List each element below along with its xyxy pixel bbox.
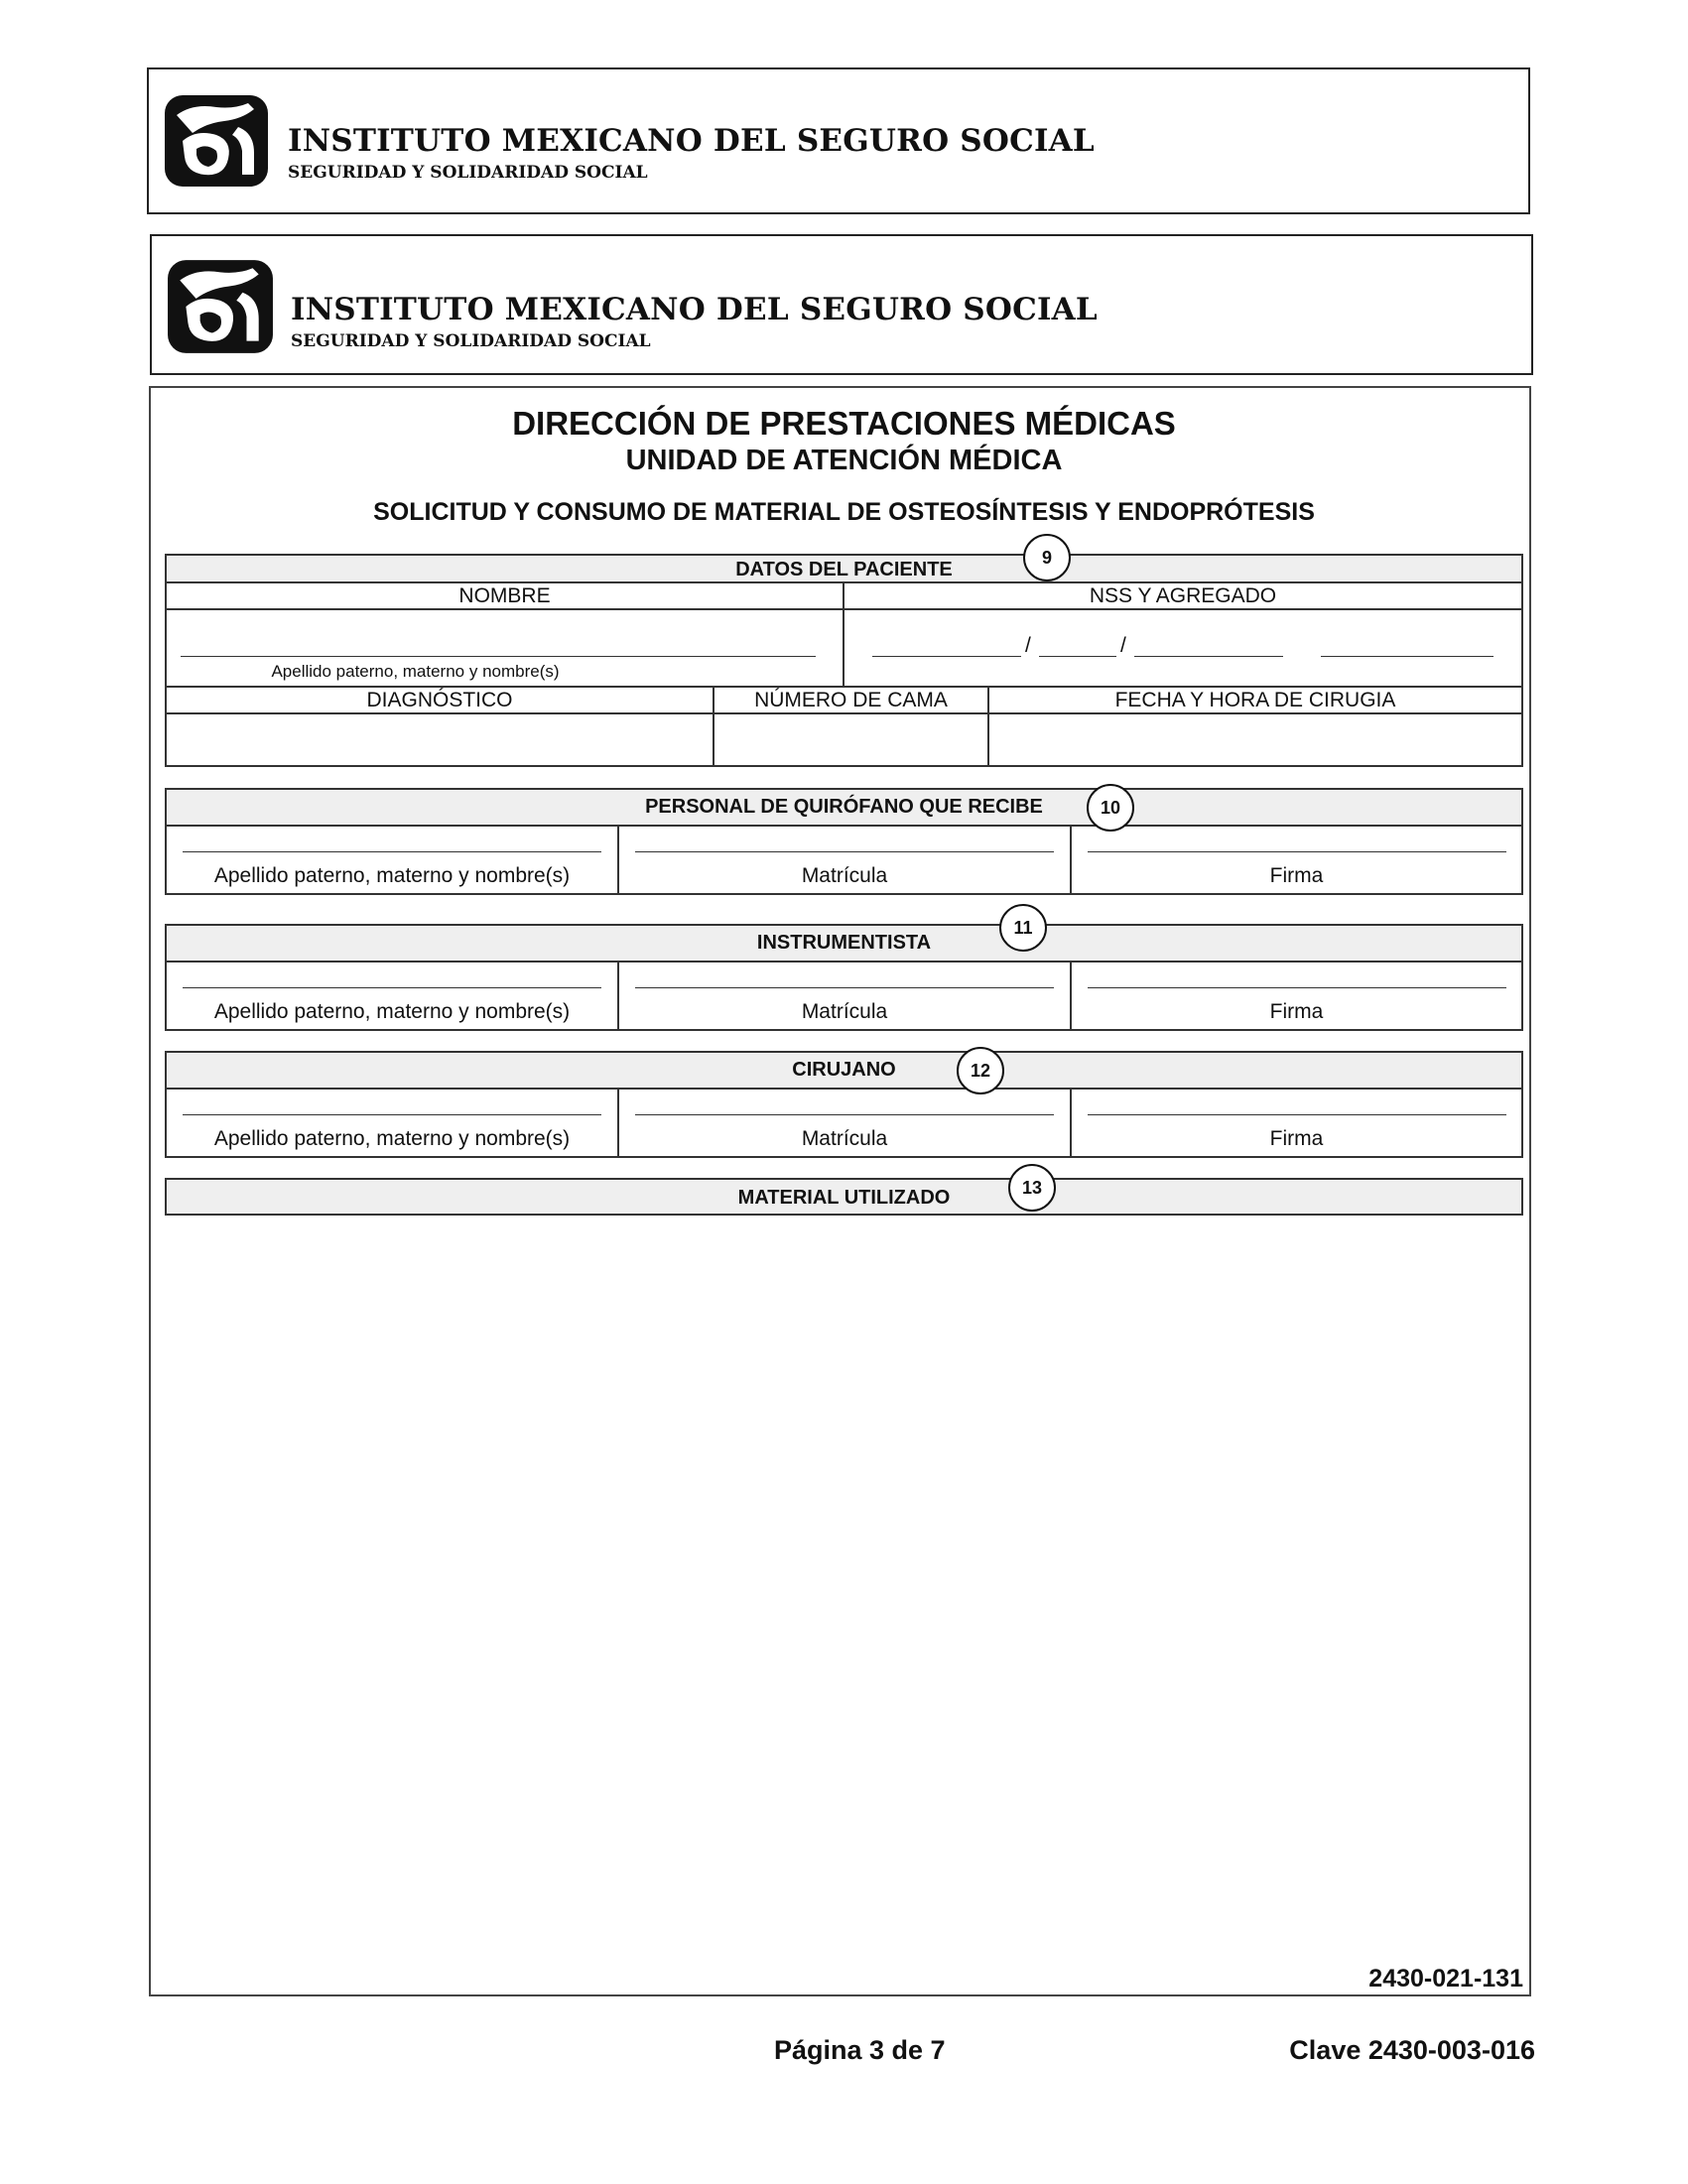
institution-name: INSTITUTO MEXICANO DEL SEGURO SOCIAL xyxy=(291,292,1098,327)
scrub-nurse-id-field[interactable] xyxy=(619,963,1072,1029)
imss-eagle-logo-icon xyxy=(166,258,275,355)
name-field[interactable] xyxy=(167,610,844,686)
name-caption: Apellido paterno, materno y nombre(s) xyxy=(271,662,560,681)
step-badge-9: 9 xyxy=(1023,534,1071,581)
surgeon-section xyxy=(165,1051,1523,1158)
surgeon-id-field[interactable] xyxy=(619,1090,1072,1156)
or-staff-name-caption: Apellido paterno, materno y nombre(s) xyxy=(213,864,571,887)
step-badge-10: 10 xyxy=(1087,784,1134,832)
bed-number-field[interactable] xyxy=(714,714,989,765)
diagnosis-label: DIAGNÓSTICO xyxy=(167,688,714,712)
header-banner-1 xyxy=(147,67,1530,214)
page-number: Página 3 de 7 xyxy=(774,2035,946,2065)
imss-eagle-logo-icon xyxy=(163,93,270,189)
surgeon-signature-field[interactable] xyxy=(1072,1090,1521,1156)
document-key: Clave 2430-003-016 xyxy=(1289,2035,1535,2065)
institution-name: INSTITUTO MEXICANO DEL SEGURO SOCIAL xyxy=(288,123,1095,159)
or-staff-section xyxy=(165,788,1523,895)
surgery-datetime-field[interactable] xyxy=(989,714,1521,765)
step-badge-13: 13 xyxy=(1008,1164,1056,1212)
nss-field[interactable] xyxy=(844,610,1521,686)
scrub-nurse-section xyxy=(165,924,1523,1031)
scrub-nurse-name-caption: Apellido paterno, materno y nombre(s) xyxy=(213,1000,571,1023)
signature-line xyxy=(635,851,1054,852)
surgeon-heading: CIRUJANO xyxy=(167,1053,1521,1090)
patient-data-section xyxy=(165,554,1523,767)
scrub-nurse-heading: INSTRUMENTISTA xyxy=(167,926,1521,963)
bed-number-label: NÚMERO DE CAMA xyxy=(714,688,989,712)
institution-tagline: SEGURIDAD Y SOLIDARIDAD SOCIAL xyxy=(291,331,651,351)
name-label: NOMBRE xyxy=(167,583,844,608)
nss-label: NSS Y AGREGADO xyxy=(1089,584,1277,607)
surgery-datetime-label: FECHA Y HORA DE CIRUGIA xyxy=(1114,689,1396,711)
direction-title: DIRECCIÓN DE PRESTACIONES MÉDICAS xyxy=(512,405,1176,442)
or-staff-heading: PERSONAL DE QUIRÓFANO QUE RECIBE xyxy=(167,790,1521,827)
scrub-nurse-name-field[interactable] xyxy=(167,963,619,1029)
surgeon-name-caption: Apellido paterno, materno y nombre(s) xyxy=(213,1127,571,1150)
signature-line xyxy=(183,987,601,988)
scrub-nurse-signature-caption: Firma xyxy=(1269,1000,1324,1023)
signature-line xyxy=(635,1114,1054,1115)
name-underline xyxy=(181,656,816,657)
signature-line xyxy=(1088,851,1506,852)
or-staff-id-field[interactable] xyxy=(619,827,1072,893)
material-used-heading: MATERIAL UTILIZADO xyxy=(167,1180,1521,1214)
signature-line xyxy=(1088,987,1506,988)
unit-title: UNIDAD DE ATENCIÓN MÉDICA xyxy=(625,445,1063,476)
nss-separator-2: / xyxy=(1120,634,1126,657)
nss-separator-1: / xyxy=(1025,634,1031,657)
scrub-nurse-signature-field[interactable] xyxy=(1072,963,1521,1029)
surgeon-signature-caption: Firma xyxy=(1269,1127,1324,1150)
institution-tagline: SEGURIDAD Y SOLIDARIDAD SOCIAL xyxy=(288,163,648,183)
or-staff-id-caption: Matrícula xyxy=(801,864,888,887)
surgeon-name-field[interactable] xyxy=(167,1090,619,1156)
signature-line xyxy=(1088,1114,1506,1115)
material-used-section xyxy=(165,1178,1523,1216)
header-banner-2 xyxy=(150,234,1533,375)
or-staff-name-field[interactable] xyxy=(167,827,619,893)
signature-line xyxy=(635,987,1054,988)
step-badge-12: 12 xyxy=(957,1047,1004,1094)
material-used-area[interactable] xyxy=(167,1219,1521,1953)
signature-line xyxy=(183,851,601,852)
nss-segment-1 xyxy=(872,656,1021,657)
diagnosis-field[interactable] xyxy=(167,714,714,765)
form-title: SOLICITUD Y CONSUMO DE MATERIAL DE OSTEOSÍNTESIS Y ENDOPRÓTESIS xyxy=(373,498,1315,526)
form-code: 2430-021-131 xyxy=(1368,1965,1523,1992)
step-badge-11: 11 xyxy=(999,904,1047,952)
patient-data-heading: DATOS DEL PACIENTE xyxy=(167,556,1521,583)
scrub-nurse-id-caption: Matrícula xyxy=(801,1000,888,1023)
or-staff-signature-caption: Firma xyxy=(1269,864,1324,887)
nss-segment-2 xyxy=(1039,656,1116,657)
surgeon-id-caption: Matrícula xyxy=(801,1127,888,1150)
signature-line xyxy=(183,1114,601,1115)
nss-segment-3 xyxy=(1134,656,1283,657)
nss-aggregate xyxy=(1321,656,1493,657)
or-staff-signature-field[interactable] xyxy=(1072,827,1521,893)
